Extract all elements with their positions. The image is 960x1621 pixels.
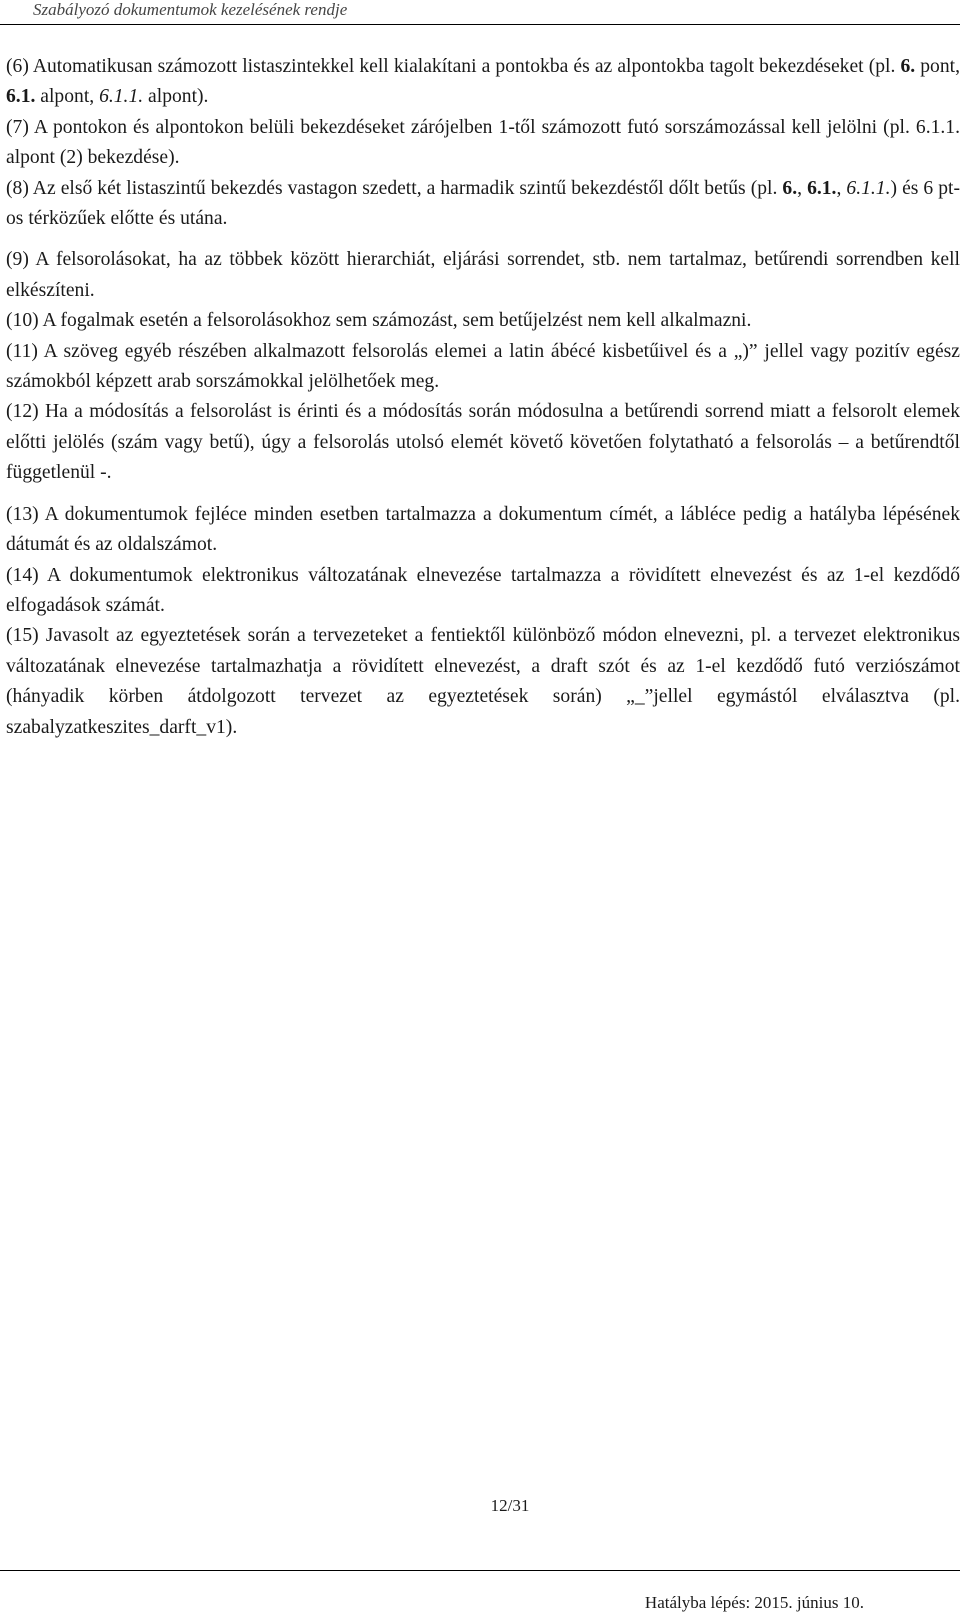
paragraph-8-bold-level2: 6.1.: [807, 177, 837, 199]
paragraph-6: [6, 52, 960, 113]
paragraph-6-bold-level1: 6.: [900, 56, 916, 77]
paragraph-11: (11) A szöveg egyéb részében alkalmazott felsorolás elemei a latin ábécé kisbetűivel és a „)” jellel vagy pozitív egész számokból képzett arab sorszámokkal jelölhetőek meg.: [6, 340, 960, 393]
document-body: [6, 52, 960, 743]
page-number: 12/31: [490, 1496, 530, 1515]
footer-divider: [0, 1570, 960, 1571]
paragraph-6-text: alpont,: [35, 86, 100, 108]
paragraph-6-text: (6) Automatikusan számozott listaszintekkel kell kialakítani a pontokba és az alpontokba tagolt bekezdéseket (pl.: [6, 56, 901, 77]
paragraph-8: [6, 174, 960, 235]
paragraph-6-italic-level3: 6.1.1.: [99, 86, 144, 108]
paragraph-8-text: ,: [797, 177, 808, 199]
paragraph-15: (15) Javasolt az egyeztetések során a tervezeteket a fentiektől különböző módon elnevezni, pl. a tervezet elektronikus változatának elnevezése tartalmazhatja a rövidített elnevezést, a draft szót és az 1-el kezdődő futó verziószámot (hányadik körben átdolgozott tervezet az egyeztetések során) „_”jellel egymástól elválasztva (pl. szabalyzatkeszites_darft_v1).: [6, 625, 960, 738]
paragraph-9: (9) A felsorolásokat, ha az többek között hierarchiát, eljárási sorrendet, stb. nem tartalmaz, betűrendi sorrendben kell elkészíteni.: [6, 249, 960, 301]
paragraph-8-italic-level3: 6.1.1.: [846, 177, 891, 199]
footer-effective-date: Hatályba lépés: 2015. június 10.: [644, 1593, 864, 1612]
paragraph-6-bold-level2: 6.1.: [6, 86, 36, 108]
paragraph-12: (12) Ha a módosítás a felsorolást is érinti és a módosítás során módosulna a betűrendi sorrend miatt a felsorolt elemek előtti jelölés (szám vagy betű), úgy a felsorolás utolsó elemét követő követően folytatható a felsorolás – a betűrendtől függetlenül -.: [6, 401, 960, 484]
paragraph-6-text: pont,: [915, 56, 960, 77]
paragraph-13: (13) A dokumentumok fejléce minden esetben tartalmazza a dokumentum címét, a lábléce pedig a hatályba lépésének dátumát és az oldalszámot.: [6, 503, 960, 556]
paragraph-8-text: ) és 6 pt-os térközűek előtte és utána.: [6, 177, 960, 230]
page-header-title: Szabályozó dokumentumok kezelésének rendje: [33, 0, 348, 19]
paragraph-10: (10) A fogalmak esetén a felsorolásokhoz sem számozást, sem betűjelzést nem kell alkalmazni.: [6, 310, 752, 332]
header-divider: [0, 24, 960, 25]
paragraph-8-text: (8) Az első két listaszintű bekezdés vastagon szedett, a harmadik szintű bekezdéstől dőlt betűs (pl.: [6, 177, 783, 199]
paragraph-14: (14) A dokumentumok elektronikus változatának elnevezése tartalmazza a rövidített elnevezést és az 1-el kezdődő elfogadások számát.: [6, 564, 960, 616]
paragraph-7: (7) A pontokon és alpontokon belüli bekezdéseket zárójelben 1-től számozott futó sorszámozással kell jelölni (pl. 6.1.1. alpont (2) bekezdése).: [6, 116, 960, 169]
paragraph-8-text: ,: [836, 177, 847, 199]
paragraph-8-bold-level1: 6.: [782, 177, 798, 199]
paragraph-6-text: alpont).: [143, 86, 209, 108]
